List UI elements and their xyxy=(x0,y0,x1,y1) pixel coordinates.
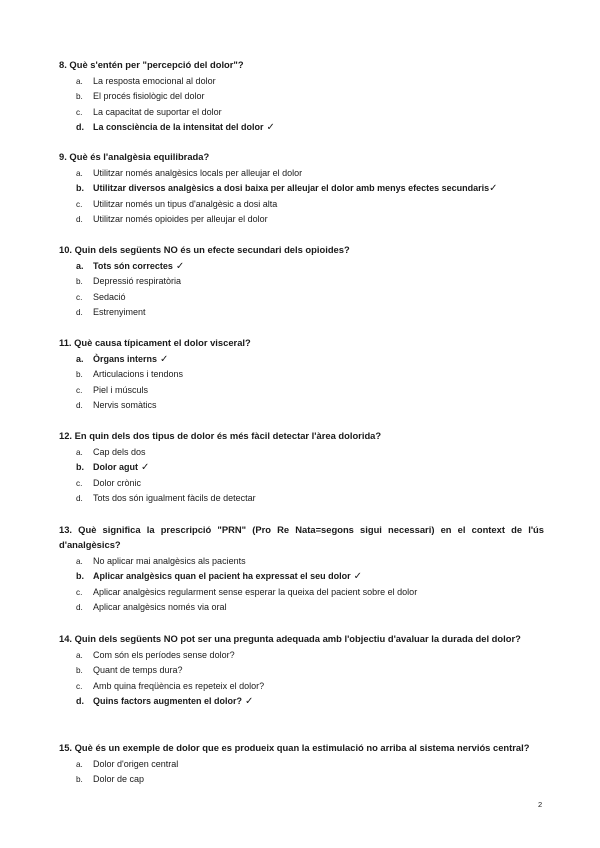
option-d xyxy=(59,491,544,506)
option-text: La capacitat de suportar el dolor xyxy=(93,106,222,117)
option-d xyxy=(59,398,544,413)
option-letter: c. xyxy=(76,199,83,209)
option-letter: a. xyxy=(76,354,84,364)
option-d xyxy=(59,305,544,320)
option-letter: a. xyxy=(76,557,83,566)
question-9 xyxy=(59,149,544,228)
option-text: Quins factors augmenten el dolor? xyxy=(93,696,243,707)
question-14 xyxy=(59,631,544,710)
option-c xyxy=(59,585,544,600)
option-d xyxy=(59,600,544,615)
options-list xyxy=(59,554,544,616)
option-text: Tots dos són igualment fàcils de detectar xyxy=(93,493,256,504)
option-a xyxy=(59,445,544,460)
option-text: Depressió respiratòria xyxy=(93,276,182,287)
option-a-correct xyxy=(59,352,544,367)
option-text: Utilitzar només un tipus d'analgèsic a dosi alta xyxy=(93,198,278,209)
option-letter: d. xyxy=(76,696,84,707)
option-text: El procés fisiològic del dolor xyxy=(93,91,205,102)
option-letter: a. xyxy=(76,448,83,457)
options-list xyxy=(59,166,544,228)
checkmark-icon: ✓ xyxy=(245,696,254,708)
question-15 xyxy=(59,740,544,788)
option-letter: d. xyxy=(76,215,83,225)
option-b-correct xyxy=(59,569,544,584)
question-title: 12. En quin dels dos tipus de dolor és més fàcil detectar l'àrea dolorida? xyxy=(59,430,382,441)
option-a xyxy=(59,757,544,772)
option-letter: b. xyxy=(76,775,83,785)
checkmark-icon: ✓ xyxy=(266,122,275,134)
question-title: 14. Quin dels següents NO pot ser una pregunta adequada amb l'objectiu d'avaluar la durada del dolor? xyxy=(59,633,521,644)
option-letter: d. xyxy=(76,401,83,411)
option-b-correct xyxy=(59,181,544,196)
option-a xyxy=(59,74,544,89)
option-text: Amb quina freqüència es repeteix el dolor? xyxy=(93,680,265,691)
option-b xyxy=(59,367,544,382)
option-text: Aplicar analgèsics només via oral xyxy=(93,602,227,613)
checkmark-icon: ✓ xyxy=(175,261,185,272)
options-list xyxy=(59,757,544,788)
question-title: 10. Quin dels següents NO és un efecte secundari dels opioides? xyxy=(59,244,350,255)
option-text: Com són els períodes sense dolor? xyxy=(93,650,235,660)
option-text: Dolor de cap xyxy=(93,774,145,785)
option-letter: b. xyxy=(76,370,83,380)
option-letter: c. xyxy=(76,681,83,691)
option-text: Cap dels dos xyxy=(93,447,146,457)
option-letter: c. xyxy=(76,478,83,488)
question-12 xyxy=(59,428,544,507)
option-letter: d. xyxy=(76,308,83,318)
option-letter: c. xyxy=(76,587,83,597)
question-10 xyxy=(59,242,544,321)
option-letter: b. xyxy=(76,92,83,102)
option-letter: d. xyxy=(76,122,84,133)
option-text: No aplicar mai analgèsics als pacients xyxy=(93,556,246,566)
checkmark-icon: ✓ xyxy=(141,462,150,474)
option-letter: c. xyxy=(76,292,83,302)
option-b-correct xyxy=(59,460,544,475)
option-text: Nervis somàtics xyxy=(93,400,157,411)
question-13 xyxy=(59,522,544,616)
option-letter: a. xyxy=(76,77,83,86)
option-text: Òrgans interns xyxy=(93,354,158,364)
page-number: 2 xyxy=(538,800,543,809)
option-b xyxy=(59,663,544,678)
option-b xyxy=(59,274,544,289)
option-a xyxy=(59,554,544,569)
option-d-correct xyxy=(59,120,544,135)
question-11 xyxy=(59,335,544,414)
option-letter: d. xyxy=(76,603,83,613)
option-a xyxy=(59,166,544,181)
question-title: 8. Què s'entén per "percepció del dolor"? xyxy=(59,59,244,70)
option-a-correct xyxy=(59,259,544,274)
checkmark-icon: ✓ xyxy=(489,183,498,195)
option-b xyxy=(59,89,544,104)
question-8 xyxy=(59,57,544,136)
option-text: La consciència de la intensitat del dolor xyxy=(93,122,264,133)
question-title: 13. Què significa la prescripció "PRN" (Pro Re Nata=segons sigui necessari) en el context de l'ús d'analgèsics? xyxy=(59,524,544,550)
option-c xyxy=(59,105,544,120)
question-title: 15. Què és un exemple de dolor que es produeix quan la estimulació no arriba al sistema nerviós central? xyxy=(59,742,530,753)
question-title: 11. Què causa típicament el dolor visceral? xyxy=(59,337,251,348)
option-letter: b. xyxy=(76,277,83,287)
question-title: 9. Què és l'analgèsia equilibrada? xyxy=(59,151,210,162)
option-text: Articulacions i tendons xyxy=(93,369,184,380)
option-text: Tots són correctes xyxy=(93,261,173,271)
option-letter: b. xyxy=(76,462,84,473)
options-list xyxy=(59,74,544,136)
checkmark-icon: ✓ xyxy=(160,354,169,365)
option-letter: c. xyxy=(76,107,83,117)
option-b xyxy=(59,772,544,787)
option-text: Estrenyiment xyxy=(93,307,146,318)
option-text: Quant de temps dura? xyxy=(93,665,183,676)
option-c xyxy=(59,383,544,398)
option-text: Aplicar analgèsics quan el pacient ha expressat el seu dolor xyxy=(93,571,351,582)
option-text: Dolor agut xyxy=(93,462,138,473)
option-text: Utilitzar diversos analgèsics a dosi baixa per alleujar el dolor amb menys efectes secundaris xyxy=(93,183,490,194)
option-text: Piel i músculs xyxy=(93,384,149,395)
option-text: Utilitzar només opioides per alleujar el dolor xyxy=(93,214,268,225)
option-c xyxy=(59,476,544,491)
option-c xyxy=(59,197,544,212)
options-list xyxy=(59,259,544,321)
option-text: Sedació xyxy=(93,291,126,302)
options-list xyxy=(59,445,544,507)
option-text: Utilitzar només analgèsics locals per alleujar el dolor xyxy=(93,168,303,178)
option-d-correct xyxy=(59,694,544,709)
options-list xyxy=(59,352,544,414)
option-c xyxy=(59,290,544,305)
option-letter: d. xyxy=(76,494,83,504)
option-d xyxy=(59,212,544,227)
option-letter: b. xyxy=(76,666,83,676)
option-a xyxy=(59,648,544,663)
option-letter: a. xyxy=(76,261,84,271)
option-letter: c. xyxy=(76,385,83,395)
option-text: Dolor d'origen central xyxy=(93,759,179,769)
option-text: Dolor crònic xyxy=(93,477,142,488)
option-letter: a. xyxy=(76,760,83,769)
option-letter: b. xyxy=(76,183,84,194)
checkmark-icon: ✓ xyxy=(353,571,362,583)
options-list xyxy=(59,648,544,710)
option-letter: a. xyxy=(76,651,83,660)
option-text: La resposta emocional al dolor xyxy=(93,76,216,86)
option-text: Aplicar analgèsics regularment sense esperar la queixa del pacient sobre el dolor xyxy=(93,586,418,597)
option-c xyxy=(59,679,544,694)
option-letter: b. xyxy=(76,571,84,582)
option-letter: a. xyxy=(76,169,83,178)
